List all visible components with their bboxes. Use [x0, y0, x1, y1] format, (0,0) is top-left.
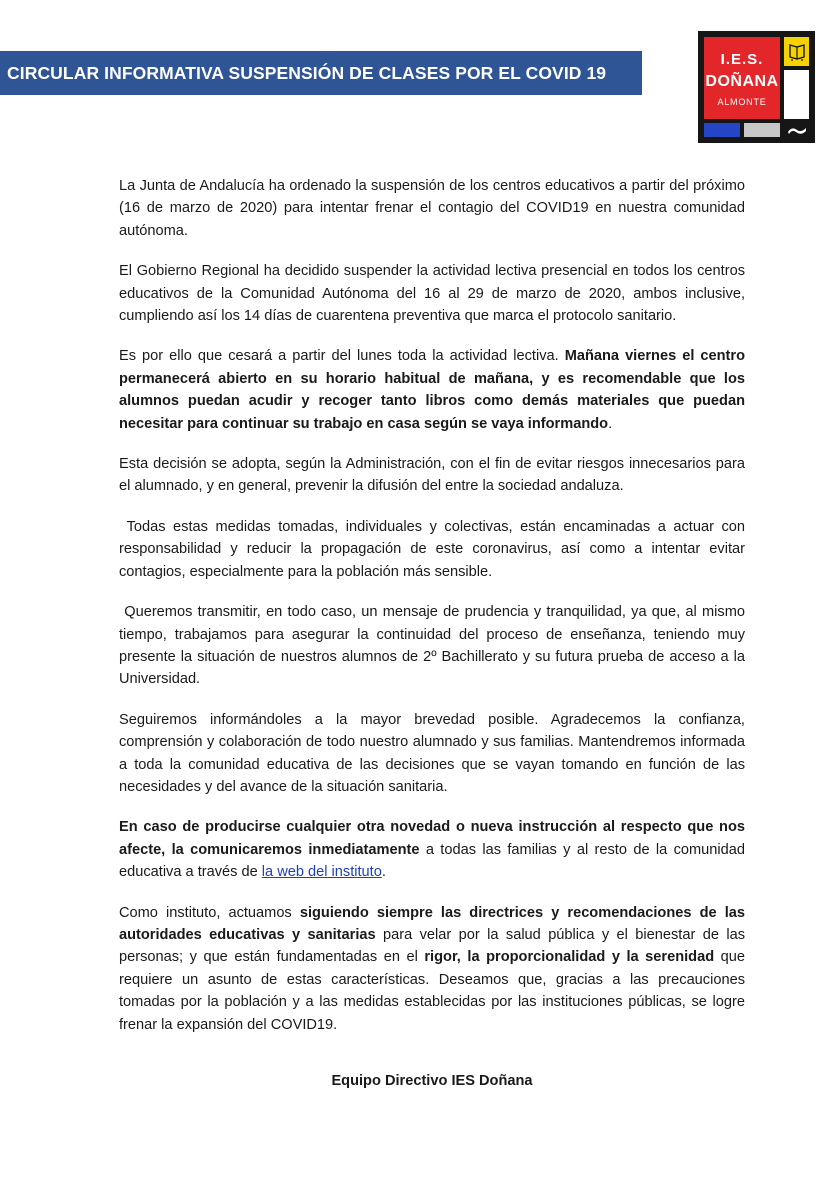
bird-icon [786, 124, 808, 136]
paragraph-8-text: a todas las familias y al resto de la comunidad educativa a través de [119, 841, 746, 881]
paragraph-3-end: . [608, 415, 613, 432]
logo-line-ies: I.E.S. [720, 51, 764, 68]
paragraph-2: El Gobierno Regional ha decidido suspender la actividad lectiva presencial en todos los centros educativos de la Comunidad Autónoma del 16 al 29 de marzo de 2020, ambos inclusive, cumpliendo así los 14 días de cuarentena preventiva que marca el protocolo sanitario. [119, 263, 745, 325]
paragraph-8-bold: En caso de producirse cualquier otra novedad o nueva instrucción al respecto que nos afecte, la comunicaremos inmediatamente [119, 819, 745, 858]
paragraph-9 [119, 902, 745, 1036]
paragraph-3 [119, 345, 745, 435]
logo-bird-block [784, 123, 809, 137]
school-website-link[interactable]: la web del instituto [261, 864, 382, 881]
header-banner [0, 51, 642, 95]
logo-yellow-block [784, 37, 809, 66]
signature: Equipo Directivo IES Doñana [331, 1073, 533, 1089]
paragraph-6: Queremos transmitir, en todo caso, un mensaje de prudencia y tranquilidad, ya que, al mismo tiempo, trabajamos para asegurar la continuidad del proceso de enseñanza, teniendo muy presente la situación de nuestros alumnos de 2º Bachillerato y su futura prueba de acceso a la Universidad. [119, 604, 750, 688]
page-title: CIRCULAR INFORMATIVA SUSPENSIÓN DE CLASES POR EL COVID 19 [7, 62, 607, 83]
paragraph-9-bold-b: rigor, la proporcionalidad y la serenidad [424, 949, 715, 966]
paragraph-8 [119, 816, 745, 883]
logo-gray-block [744, 123, 780, 137]
paragraph-3-bold: Mañana viernes el centro permanecerá abierto en su horario habitual de mañana, y es recomendable que los alumnos puedan acudir y recoger tanto libros como demás materiales que puedan necesitar para continuar su trabajo en casa según se vaya informando [119, 348, 745, 432]
logo-line-donana: DOÑANA [705, 73, 779, 90]
paragraph-9-text-b: para velar por la salud pública y el bienestar de las personas; y que están fundamentadas en el [119, 926, 746, 966]
paragraph-4: Esta decisión se adopta, según la Administración, con el fin de evitar riesgos innecesarios para el alumnado, y en general, prevenir la difusión del entre la sociedad andaluza. [119, 456, 745, 495]
paragraph-7: Seguiremos informándoles a la mayor brevedad posible. Agradecemos la confianza, comprensión y colaboración de todo nuestro alumnado y sus familias. Mantendremos informada a toda la comunidad educativa de las decisiones que se vayan tomando en función de las necesidades y del avance de la situación sanitaria. [119, 711, 745, 795]
logo-line-almonte: ALMONTE [717, 97, 767, 107]
logo-blue-block [704, 123, 740, 137]
paragraph-1: La Junta de Andalucía ha ordenado la suspensión de los centros educativos a partir del próximo (16 de marzo de 2020) para intentar frenar el contagio del COVID19 en nuestra comunidad autónoma. [119, 178, 745, 239]
circular-body [119, 175, 750, 1054]
paragraph-3-text: Es por ello que cesará a partir del lunes toda la actividad lectiva. [119, 348, 565, 365]
school-logo [698, 31, 815, 143]
logo-red-block [704, 37, 780, 119]
book-icon [788, 42, 806, 62]
paragraph-8-end: . [381, 864, 386, 881]
logo-white-block [784, 70, 809, 119]
paragraph-9-text-a: Como instituto, actuamos [119, 904, 300, 921]
paragraph-5: Todas estas medidas tomadas, individuales y colectivas, están encaminadas a actuar con responsabilidad y reducir la propagación de este coronavirus, así como a intentar evitar contagios, especialmente para la población más sensible. [119, 518, 750, 580]
paragraph-9-text-c: que requiere un asunto de estas características. Deseamos que, gracias a las precauciones tomadas por la población y a las medidas establecidas por las instituciones públicas, se logre frenar la expansión del COVID19. [119, 949, 746, 1033]
paragraph-9-bold-a: siguiendo siempre las directrices y recomendaciones de las autoridades educativas y sanitarias [119, 904, 745, 943]
